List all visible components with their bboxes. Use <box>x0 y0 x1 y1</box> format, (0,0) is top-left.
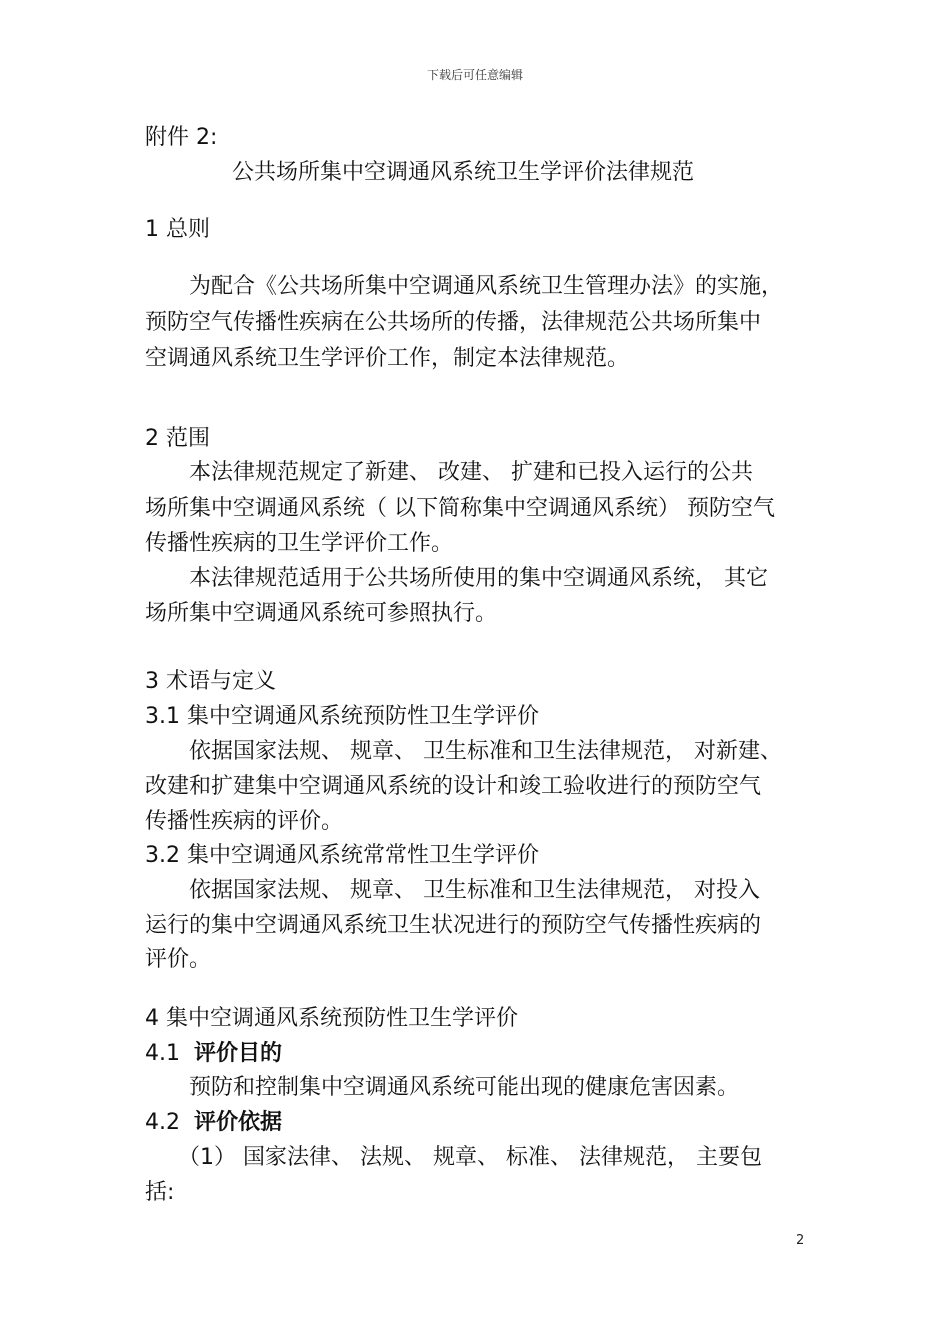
definition-3-1-line-2: 改建和扩建集中空调通风系统的设计和竣工验收进行的预防空气 <box>145 774 762 799</box>
section-3-heading: 3 术语与定义 <box>145 669 276 694</box>
subsection-4-1-heading <box>145 1037 282 1071</box>
subsection-4-2-heading <box>145 1106 282 1140</box>
header-note: 下载后可任意编辑 <box>426 68 523 82</box>
section-2-p1-line-2: 场所集中空调通风系统（ 以下简称集中空调通风系统） 预防空气 <box>145 496 775 521</box>
definition-3-2-heading: 3.2 集中空调通风系统常常性卫生学评价 <box>145 843 539 868</box>
subsection-4-2-title: 评价依据 <box>194 1110 283 1135</box>
subsection-4-2-number: 4.2 <box>145 1110 180 1135</box>
subsection-4-1-title: 评价目的 <box>194 1041 283 1066</box>
definition-3-1-line-3: 传播性疾病的评价。 <box>145 809 344 834</box>
section-2-p1-line-3: 传播性疾病的卫生学评价工作。 <box>145 531 454 556</box>
section-1-line-2: 预防空气传播性疾病在公共场所的传播，法律规范公共场所集中 <box>145 310 762 335</box>
subsection-4-2-line-2: 括: <box>145 1180 175 1205</box>
section-2-p2-line-1: 本法律规范适用于公共场所使用的集中空调通风系统， 其它 <box>189 566 768 591</box>
section-2-p1-line-1: 本法律规范规定了新建、 改建、 扩建和已投入运行的公共 <box>189 460 753 485</box>
definition-3-2-line-2: 运行的集中空调通风系统卫生状况进行的预防空气传播性疾病的 <box>145 913 762 938</box>
section-4-heading: 4 集中空调通风系统预防性卫生学评价 <box>145 1006 518 1031</box>
page-title: 公共场所集中空调通风系统卫生学评价法律规范 <box>232 160 695 185</box>
definition-3-1-line-1: 依据国家法规、 规章、 卫生标准和卫生法律规范， 对新建、 <box>189 739 782 764</box>
subsection-4-1-number: 4.1 <box>145 1041 180 1066</box>
section-1-heading: 1 总则 <box>145 217 210 242</box>
subsection-4-2-line-1: （1） 国家法律、 法规、 规章、 标准、 法律规范， 主要包 <box>178 1145 762 1170</box>
definition-3-2-line-3: 评价。 <box>145 947 212 972</box>
definition-3-1-heading: 3.1 集中空调通风系统预防性卫生学评价 <box>145 704 539 729</box>
definition-3-2-line-1: 依据国家法规、 规章、 卫生标准和卫生法律规范， 对投入 <box>189 878 760 903</box>
attachment-label: 附件 2: <box>145 125 218 150</box>
section-2-heading: 2 范围 <box>145 426 210 451</box>
page-number: 2 <box>796 1233 805 1248</box>
section-1-line-3: 空调通风系统卫生学评价工作，制定本法律规范。 <box>145 346 630 371</box>
section-2-p2-line-2: 场所集中空调通风系统可参照执行。 <box>145 601 498 626</box>
section-1-line-1: 为配合《公共场所集中空调通风系统卫生管理办法》的实施， <box>189 274 784 299</box>
subsection-4-1-text: 预防和控制集中空调通风系统可能出现的健康危害因素。 <box>189 1075 740 1100</box>
